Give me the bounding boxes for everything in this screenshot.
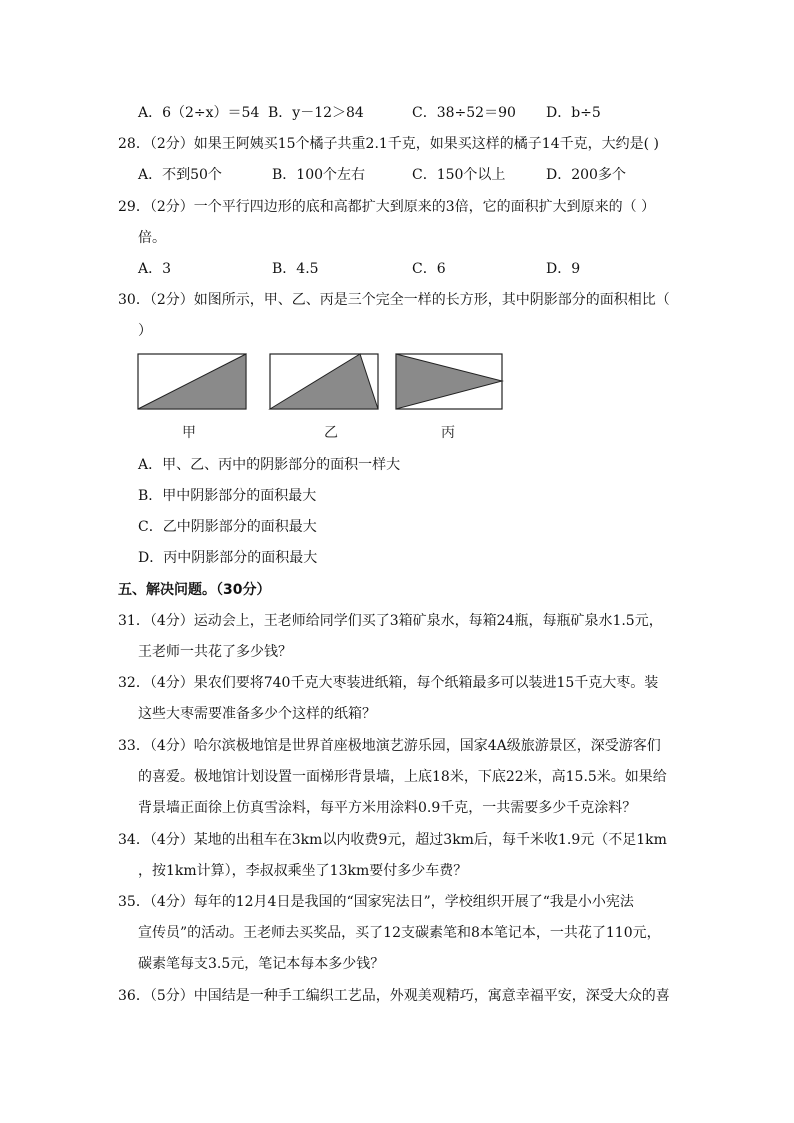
q28-stem: 28．（2分）如果王阿姨买15个橘子共重2.1千克，如果买这样的橘子14千克，大约是( ) bbox=[118, 136, 659, 152]
q27-option-d[interactable]: D．b÷5 bbox=[546, 105, 601, 121]
q35-line1: 35．（4分）每年的12月4日是我国的“国家宪法日”，学校组织开展了“我是小小宪法 bbox=[118, 894, 634, 910]
q30-option-c[interactable]: C．乙中阴影部分的面积最大 bbox=[138, 519, 317, 535]
rect-yi bbox=[270, 354, 378, 441]
q29-option-c[interactable]: C．6 bbox=[412, 261, 446, 277]
q28-option-b[interactable]: B．100个左右 bbox=[272, 167, 366, 183]
q33-line2: 的喜爱。极地馆计划设置一面梯形背景墙，上底18米，下底22米，高15.5米。如果给 bbox=[138, 769, 667, 785]
q29-stem-line1: 29．（2分）一个平行四边形的底和高都扩大到原来的3倍，它的面积扩大到原来的（ ） bbox=[118, 199, 656, 215]
q28-option-a[interactable]: A．不到50个 bbox=[138, 167, 222, 183]
label-yi: 乙 bbox=[324, 425, 338, 441]
q29-stem-line2: 倍。 bbox=[138, 230, 166, 246]
label-bing: 丙 bbox=[441, 425, 455, 441]
q30-figure bbox=[136, 350, 506, 446]
rect-jia bbox=[138, 354, 246, 441]
q30-option-a[interactable]: A．甲、乙、丙中的阴影部分的面积一样大 bbox=[138, 457, 401, 473]
q30-stem-line2: ） bbox=[138, 323, 152, 339]
section-five-heading: 五、解决问题。（30分） bbox=[118, 582, 271, 598]
q35-line3: 碳素笔每支3.5元，笔记本每本多少钱？ bbox=[138, 956, 385, 972]
q31-line2: 王老师一共花了多少钱？ bbox=[138, 644, 292, 660]
q33-line1: 33．（4分）哈尔滨极地馆是世界首座极地演艺游乐园，国家4A级旅游景区，深受游客们 bbox=[118, 738, 661, 754]
label-jia: 甲 bbox=[182, 425, 196, 441]
rect-bing bbox=[396, 354, 502, 441]
q27-option-c[interactable]: C．38÷52＝90 bbox=[412, 105, 516, 121]
q33-line3: 背景墙正面徐上仿真雪涂料，每平方米用涂料0.9千克，一共需要多少千克涂料？ bbox=[138, 800, 637, 816]
q32-line2: 这些大枣需要准备多少个这样的纸箱？ bbox=[138, 706, 376, 722]
q29-option-a[interactable]: A．3 bbox=[138, 261, 172, 277]
q32-line1: 32．（4分）果农们要将740千克大枣装进纸箱，每个纸箱最多可以装进15千克大枣。装 bbox=[118, 675, 659, 691]
q27-option-a[interactable]: A．6（2÷x）＝54 bbox=[138, 105, 260, 121]
q29-option-d[interactable]: D．9 bbox=[546, 261, 581, 277]
q28-option-d[interactable]: D．200多个 bbox=[546, 167, 626, 183]
q34-line2: ，按1km计算），李叔叔乘坐了13km要付多少车费？ bbox=[138, 863, 468, 879]
q28-option-c[interactable]: C．150个以上 bbox=[412, 167, 506, 183]
q35-line2: 宣传员”的活动。王老师去买奖品，买了12支碳素笔和8本笔记本，一共花了110元， bbox=[138, 925, 661, 941]
q27-option-b[interactable]: B．y－12＞84 bbox=[268, 105, 364, 121]
q34-line1: 34．（4分）某地的出租车在3km以内收费9元，超过3km后，每千米收1.9元（不足1km bbox=[118, 832, 667, 848]
q30-option-d[interactable]: D．丙中阴影部分的面积最大 bbox=[138, 550, 318, 566]
q30-stem-line1: 30．（2分）如图所示，甲、乙、丙是三个完全一样的长方形，其中阴影部分的面积相比（ bbox=[118, 292, 670, 308]
q30-option-b[interactable]: B．甲中阴影部分的面积最大 bbox=[138, 488, 317, 504]
q31-line1: 31．（4分）运动会上，王老师给同学们买了3箱矿泉水，每箱24瓶，每瓶矿泉水1.5元， bbox=[118, 613, 663, 629]
q29-option-b[interactable]: B．4.5 bbox=[272, 261, 319, 277]
q36-line1: 36．（5分）中国结是一种手工编织工艺品，外观美观精巧，寓意幸福平安，深受大众的喜 bbox=[118, 988, 670, 1004]
